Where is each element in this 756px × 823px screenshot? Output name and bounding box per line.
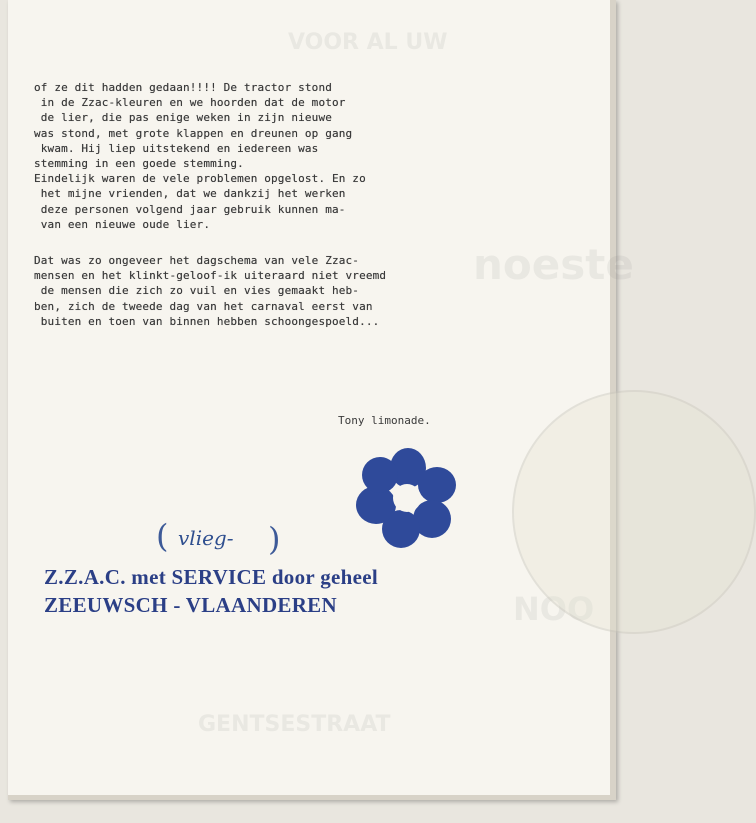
page-edge-bottom xyxy=(8,795,616,800)
stamp-line-2: ZEEUWSCH - VLAANDEREN xyxy=(44,593,337,617)
typed-line: het mijne vrienden, dat we dankzij het werken xyxy=(34,187,346,201)
typed-line: van een nieuwe oude lier. xyxy=(34,217,211,231)
typed-line: deze personen volgend jaar gebruik kunnen ma- xyxy=(34,202,346,216)
typed-line: kwam. Hij liep uitstekend en iedereen was xyxy=(34,141,319,155)
bleed-through-circle xyxy=(512,390,756,634)
handwritten-parenthesis: ( xyxy=(156,517,169,555)
typed-line: de mensen die zich zo vuil en vies gemaakt heb- xyxy=(34,284,360,298)
typed-line: stemming in een goede stemming. xyxy=(34,157,244,171)
typed-paragraph-1 xyxy=(34,80,514,232)
typed-line: was stond, met grote klappen en dreunen op gang xyxy=(34,126,353,140)
handwritten-parenthesis: ) xyxy=(268,520,281,558)
typed-line: de lier, die pas enige weken in zijn nieuwe xyxy=(34,111,332,125)
flower-stamp-icon xyxy=(354,447,462,549)
handwritten-insert: vlieg- xyxy=(178,526,234,550)
typed-line: Dat was zo ongeveer het dagschema van vele Zzac- xyxy=(34,254,360,267)
typed-line: in de Zzac-kleuren en we hoorden dat de motor xyxy=(34,96,346,110)
bleed-through-text: GENTSESTRAAT xyxy=(198,712,391,737)
typed-line: mensen en het klinkt-geloof-ik uiteraard niet vreemd xyxy=(34,269,387,283)
typed-paragraph-2 xyxy=(34,253,514,329)
signature: Tony limonade. xyxy=(338,414,431,427)
bleed-through-text: noeste xyxy=(473,240,634,289)
bleed-through-text: NOO xyxy=(513,590,595,628)
typed-line: of ze dit hadden gedaan!!!! De tractor stond xyxy=(34,81,332,94)
bleed-through-text: VOOR AL UW xyxy=(288,30,448,55)
stamp-line-1: Z.Z.A.C. met SERVICE door geheel xyxy=(44,565,378,589)
typed-line: buiten en toen van binnen hebben schoongespoeld... xyxy=(34,314,380,328)
typed-line: Eindelijk waren de vele problemen opgelost. En zo xyxy=(34,172,366,186)
typed-line: ben, zich de tweede dag van het carnaval eerst van xyxy=(34,299,373,313)
